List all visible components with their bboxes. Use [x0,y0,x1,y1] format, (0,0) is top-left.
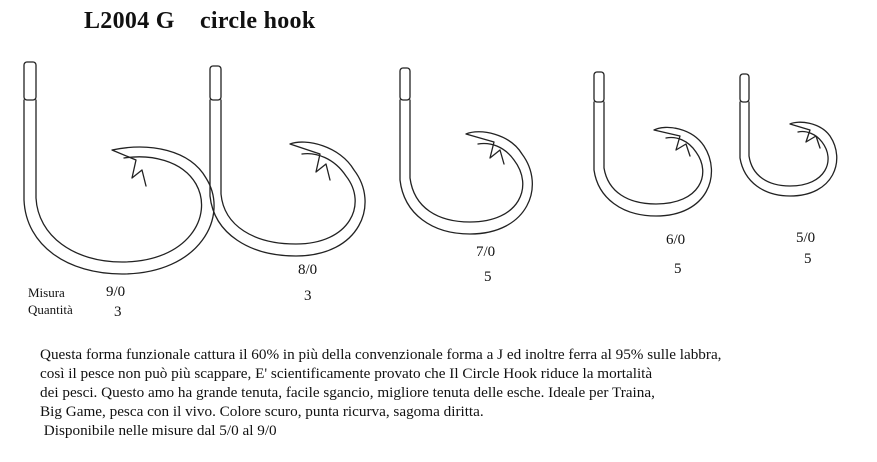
page-title: L2004 G circle hook [84,8,316,34]
hook-drawing-8-0 [210,66,365,256]
hook-drawing-6-0 [594,72,711,216]
hook-size-label: 5/0 [796,230,816,246]
description-line: Questa forma funzionale cattura il 60% in più della convenzionale forma a J ed inoltre ferra al 95% sulle labbra, [40,346,722,363]
hook-size-label: 8/0 [298,262,318,278]
hook-qty-label: 5 [484,269,492,285]
description-line: Big Game, pesca con il vivo. Colore scuro, punta ricurva, sagoma diritta. [40,403,484,420]
hook-qty-label: 3 [114,304,122,320]
hook-size-label: 9/0 [106,284,126,300]
description-line: così il pesce non può più scappare, E' scientificamente provato che Il Circle Hook riduce la mortalità [40,365,653,382]
description-line: Disponibile nelle misure dal 5/0 al 9/0 [40,422,277,439]
hook-size-label: 7/0 [476,244,496,260]
hook-qty-label: 5 [674,261,682,277]
quantita-header: Quantità [28,302,73,317]
product-description [40,345,870,440]
misura-header: Misura [28,285,65,300]
hook-qty-label: 5 [804,251,812,267]
hook-qty-label: 3 [304,288,312,304]
hook-drawing-9-0 [24,62,214,274]
hook-size-label: 6/0 [666,232,686,248]
hook-drawing-5-0 [740,74,837,196]
description-line: dei pesci. Questo amo ha grande tenuta, facile sgancio, migliore tenuta delle esche. Ideale per Traina, [40,384,655,401]
hook-drawing-7-0 [400,68,532,234]
